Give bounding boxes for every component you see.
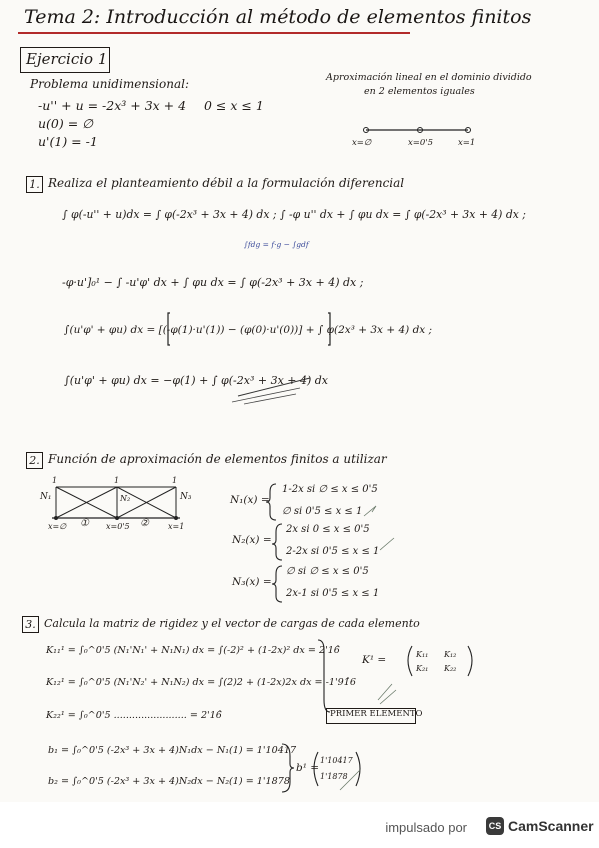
integration-by-parts-note: ∫fdg = f·g − ∫gdf [244,240,309,249]
boundary-condition-2: u'(1) = -1 [38,134,98,149]
weak-form-line-1: ∫ φ(-u'' + u)dx = ∫ φ(-2x³ + 3x + 4) dx ; ∫ -φ u'' dx + ∫ φu dx = ∫ φ(-2x³ + 3x + 4) dx ; [62,208,526,221]
figure-node-label-2: x=1 [168,522,185,531]
mesh-label-1: x=0'5 [408,138,434,148]
problem-heading: Problema unidimensional: [30,77,190,91]
boundary-condition-1: u(0) = ∅ [38,116,94,131]
exercise-title: Ejercicio 1 [26,50,108,68]
n3-function-name: N₃(x) = [232,576,272,588]
n1-function-case-a: 1-2x si ∅ ≤ x ≤ 0'5 [282,484,378,495]
n1-function-name: N₁(x) = [230,494,270,506]
powered-by-text: impulsado por [385,820,467,835]
figure-n1-label: N₁ [40,492,52,502]
section-2-heading: Función de aproximación de elementos finitos a utilizar [48,452,387,466]
footer [0,802,599,848]
matrix-k22: K₂₂ [444,664,457,673]
load-vector-label: b¹ = [296,762,320,774]
figure-element-2: ② [140,518,149,529]
stiffness-k11: K₁₁¹ = ∫₀^0'5 (N₁'N₁' + N₁N₁) dx = ∫(-2)² + (1-2x)² dx = 2'16̂ [46,645,340,656]
figure-element-1: ① [80,518,89,529]
figure-node-label-1: x=0'5 [106,522,130,531]
matrix-k21: K₂₁ [416,664,429,673]
figure-top-one-3: 1 [172,476,178,485]
n3-function-case-a: ∅ si ∅ ≤ x ≤ 0'5 [286,566,369,577]
n3-function-case-b: 2x-1 si 0'5 ≤ x ≤ 1 [286,588,380,599]
section-1-number: 1. [26,176,43,193]
section-2-number: 2. [26,452,43,469]
figure-node-label-0: x=∅ [48,522,67,531]
weak-form-line-4: ∫(u'φ' + φu) dx = −φ(1) + ∫ φ(-2x³ + 3x + 4) dx [64,374,329,387]
stiffness-k12: K₁₂¹ = ∫₀^0'5 (N₁'N₂' + N₁N₂) dx = ∫(2)2 + (1-2x)2x dx = -1'91̂6 [46,677,356,688]
load-b2: b₂ = ∫₀^0'5 (-2x³ + 3x + 4)N₂dx − N₂(1) = 1'1878 [48,776,290,787]
stiffness-k22: K₂₂¹ = ∫₀^0'5 ........................ = 2'16̂ [46,710,222,721]
page-title: Tema 2: Introducción al método de elementos finitos [24,6,532,28]
weak-form-line-2: -φ·u']₀¹ − ∫ -u'φ' dx + ∫ φu dx = ∫ φ(-2x³ + 3x + 4) dx ; [62,276,364,289]
matrix-k12: K₁₂ [444,650,457,659]
load-vector-b2: 1'1878 [320,772,348,781]
problem-domain: 0 ≤ x ≤ 1 [204,98,264,113]
n2-function-name: N₂(x) = [232,534,272,546]
stiffness-matrix-label: K¹ = [362,654,387,666]
matrix-k11: K₁₁ [416,650,429,659]
n1-function-case-b: ∅ si 0'5 ≤ x ≤ 1 [282,506,363,517]
load-vector-b1: 1'10417 [320,756,353,765]
camscanner-logo-icon: CS [486,817,504,835]
approx-note-line1: Aproximación lineal en el dominio dividido [326,72,532,83]
figure-n2-label: N₂ [120,494,131,503]
section-1-heading: Realiza el planteamiento débil a la formulación diferencial [48,176,405,190]
camscanner-brand: CamScanner [508,818,594,834]
figure-n3-label: N₃ [180,492,192,502]
n2-function-case-a: 2x si 0 ≤ x ≤ 0'5 [286,524,370,535]
section-3-number: 3. [22,616,39,633]
problem-equation: -u'' + u = -2x³ + 3x + 4 [38,98,187,113]
weak-form-line-3: ∫(u'φ' + φu) dx = [(-φ(1)·u'(1)) − (φ(0)·u'(0))] + ∫ φ(2x³ + 3x + 4) dx ; [64,324,433,336]
section-3-heading: Calcula la matriz de rigidez y el vector de cargas de cada elemento [44,617,420,630]
figure-top-one-2: 1 [114,476,120,485]
load-b1: b₁ = ∫₀^0'5 (-2x³ + 3x + 4)N₁dx − N₁(1) = 1'10417 [48,745,297,756]
n2-function-case-b: 2-2x si 0'5 ≤ x ≤ 1 [286,546,380,557]
figure-top-one-1: 1 [52,476,58,485]
mesh-label-0: x=∅ [352,138,372,148]
approx-note-line2: en 2 elementos iguales [364,86,475,97]
mesh-label-2: x=1 [458,138,476,148]
first-element-label: PRIMER ELEMENTO [330,709,423,719]
